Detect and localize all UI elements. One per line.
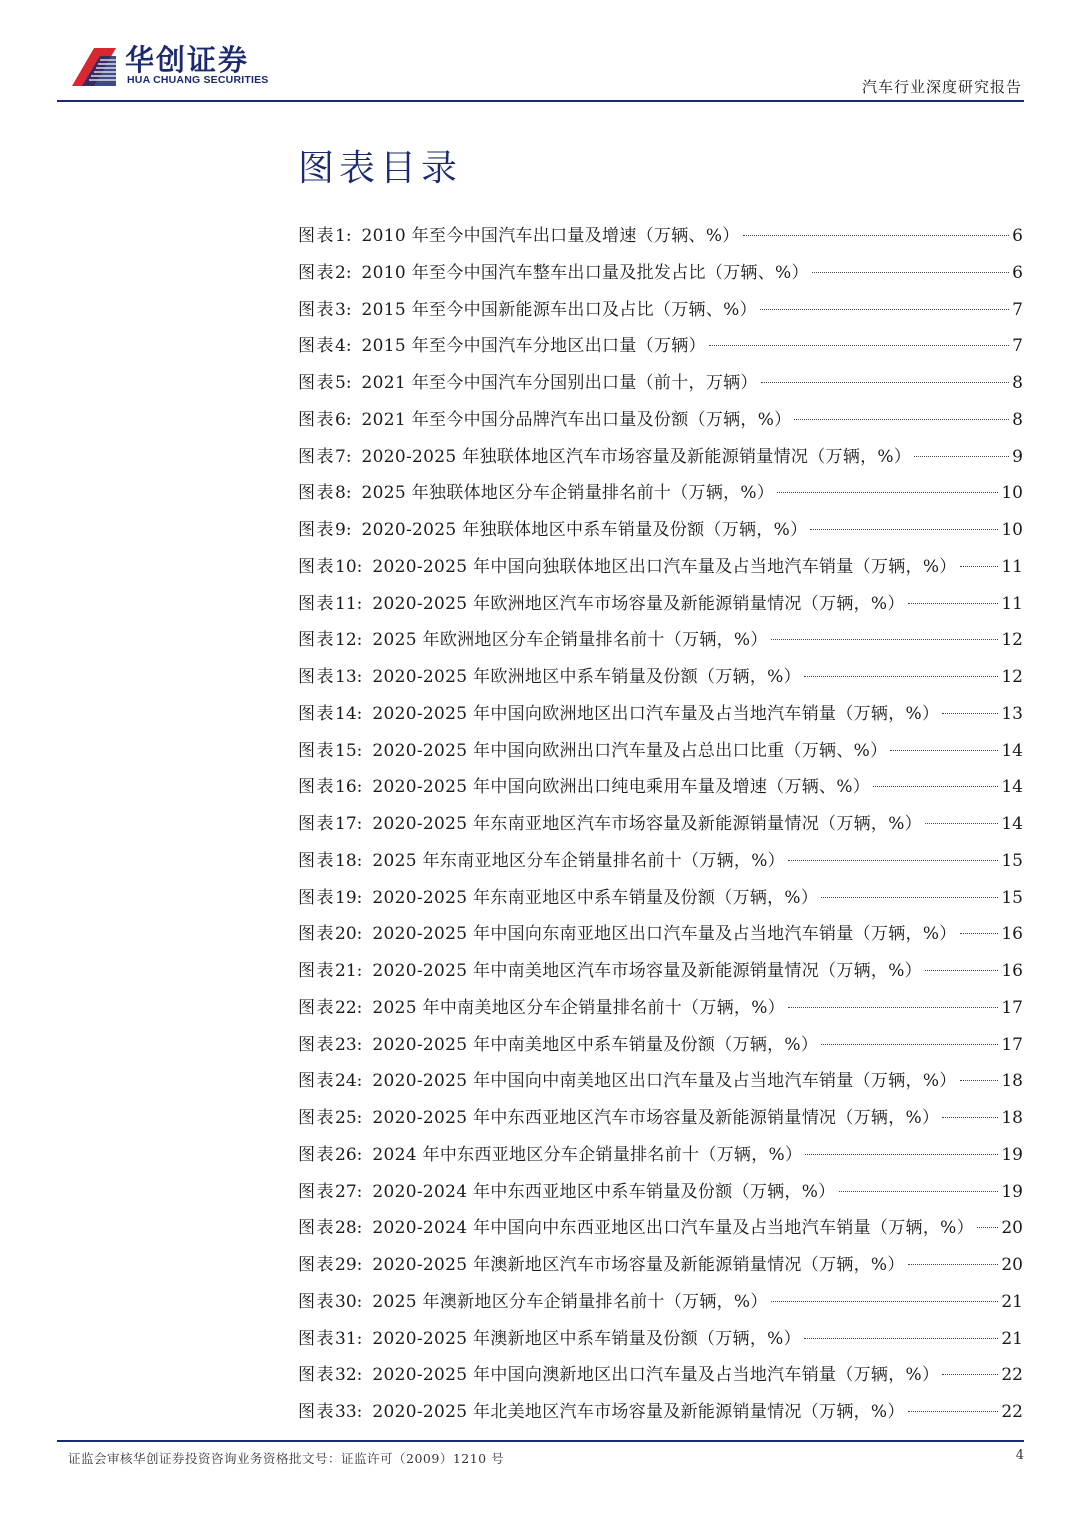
footer-license: 证监会审核华创证券投资咨询业务资格批文号：证监许可（2009）1210 号 (68, 1451, 505, 1466)
toc-dot-leader (908, 603, 999, 604)
toc-entry[interactable] (298, 1284, 1023, 1321)
toc-entry-title: 2025 年中南美地区分车企销量排名前十（万辆，%） (372, 997, 785, 1018)
toc-entry-number: 26: (335, 1144, 363, 1165)
toc-entry-title: 2020-2025 年中南美地区汽车市场容量及新能源销量情况（万辆，%） (372, 961, 922, 981)
toc-entry[interactable] (298, 475, 1023, 512)
toc-dot-leader (908, 1411, 999, 1412)
toc-entry[interactable] (298, 1394, 1023, 1431)
toc-entry-title: 2020-2025 年北美地区汽车市场容量及新能源销量情况（万辆，%） (372, 1402, 905, 1422)
toc-entry-title: 2025 年东南亚地区分车企销量排名前十（万辆，%） (372, 850, 785, 871)
toc-dot-leader (771, 1301, 999, 1302)
toc-entry-number: 25: (335, 1108, 363, 1128)
toc-entry[interactable] (298, 328, 1023, 365)
toc-entry[interactable] (298, 512, 1023, 549)
toc-entry-page: 13 (1001, 703, 1023, 724)
toc-dot-leader (960, 1080, 999, 1081)
toc-entry-page: 19 (1001, 1144, 1023, 1165)
toc-entry-page: 15 (1001, 887, 1023, 908)
toc-entry-number: 31: (335, 1328, 363, 1349)
toc-entry-number: 8: (335, 483, 352, 504)
toc-dot-leader (942, 1117, 998, 1118)
toc-dot-leader (771, 639, 999, 640)
toc-entry-number: 16: (335, 777, 363, 798)
toc-entry[interactable] (298, 586, 1023, 623)
toc-dot-leader (908, 1264, 999, 1265)
toc-entry-page: 18 (1001, 1071, 1023, 1092)
toc-entry-title: 2024 年中东西亚地区分车企销量排名前十（万辆，%） (372, 1144, 803, 1165)
toc-dot-leader (804, 1338, 998, 1339)
toc-entry-page: 20 (1001, 1218, 1023, 1239)
toc-entry-title: 2015 年至今中国新能源车出口及占比（万辆、%） (361, 299, 757, 320)
toc-dot-leader (960, 933, 999, 934)
toc-entry[interactable] (298, 218, 1023, 255)
toc-entry-number: 13: (335, 667, 363, 687)
toc-entry-page: 15 (1001, 850, 1023, 871)
toc-entry-number: 2: (335, 262, 352, 283)
toc-entry-number: 20: (335, 924, 363, 945)
toc-entry-prefix: 图表 (298, 740, 335, 761)
toc-entry-title: 2025 年澳新地区分车企销量排名前十（万辆，%） (372, 1291, 768, 1312)
toc-entry[interactable] (298, 255, 1023, 292)
toc-entry-page: 21 (1001, 1291, 1023, 1312)
toc-entry-prefix: 图表 (298, 1255, 335, 1275)
toc-dot-leader (761, 382, 1009, 383)
toc-entry-prefix: 图表 (298, 924, 335, 945)
toc-entry-page: 14 (1001, 740, 1023, 761)
toc-entry-number: 4: (335, 336, 352, 357)
toc-entry-title: 2025 年欧洲地区分车企销量排名前十（万辆，%） (372, 630, 768, 651)
toc-entry[interactable] (298, 292, 1023, 329)
toc-entry-number: 3: (335, 299, 352, 320)
toc-entry-title: 2020-2025 年东南亚地区汽车市场容量及新能源销量情况（万辆，%） (372, 814, 922, 834)
toc-entry-page: 11 (1001, 593, 1023, 614)
toc-entry-prefix: 图表 (298, 887, 335, 908)
toc-entry-prefix: 图表 (298, 1328, 335, 1349)
toc-entry-number: 14: (335, 703, 363, 724)
toc-entry[interactable] (298, 1210, 1023, 1247)
toc-dot-leader (760, 309, 1009, 310)
toc-entry-page: 8 (1012, 409, 1023, 430)
company-logo (70, 38, 300, 90)
toc-entry-title: 2015 年至今中国汽车分地区出口量（万辆） (361, 336, 706, 357)
toc-entry-prefix: 图表 (298, 997, 335, 1018)
toc-dot-leader (925, 823, 998, 824)
toc-entry-prefix: 图表 (298, 1108, 335, 1128)
toc-entry-prefix: 图表 (298, 1144, 335, 1165)
toc-dot-leader (942, 1374, 998, 1375)
toc-entry-page: 16 (1001, 924, 1023, 945)
toc-entry-page: 18 (1001, 1108, 1023, 1128)
toc-entry-page: 7 (1012, 299, 1023, 320)
toc-entry-prefix: 图表 (298, 850, 335, 871)
toc-entry-number: 33: (335, 1402, 363, 1422)
toc-entry-title: 2020-2025 年澳新地区中系车销量及份额（万辆，%） (372, 1328, 801, 1349)
toc-entry[interactable] (298, 365, 1023, 402)
toc-entry-number: 10: (335, 556, 363, 577)
toc-entry-title: 2010 年至今中国汽车出口量及增速（万辆、%） (361, 226, 740, 246)
toc-entry-number: 9: (335, 520, 352, 540)
toc-entry[interactable] (298, 659, 1023, 696)
toc-entry-title: 2025 年独联体地区分车企销量排名前十（万辆，%） (361, 483, 775, 504)
toc-entry-number: 6: (335, 409, 352, 430)
toc-entry-page: 22 (1001, 1365, 1023, 1386)
toc-entry-page: 7 (1012, 336, 1023, 357)
toc-entry[interactable] (298, 843, 1023, 880)
toc-entry-title: 2021 年至今中国汽车分国别出口量（前十，万辆） (361, 373, 758, 393)
toc-dot-leader (873, 786, 998, 787)
toc-entry-title: 2010 年至今中国汽车整车出口量及批发占比（万辆、%） (361, 262, 809, 283)
logo-text-en: HUA CHUANG SECURITIES (127, 74, 269, 86)
toc-entry-title: 2020-2025 年中国向欧洲出口纯电乘用车量及增速（万辆、%） (372, 777, 871, 798)
toc-entry-number: 21: (335, 961, 363, 981)
toc-entry-page: 6 (1012, 226, 1023, 246)
toc-entry-title: 2020-2025 年欧洲地区中系车销量及份额（万辆，%） (372, 667, 801, 687)
toc-entry-title: 2020-2025 年中国向中南美地区出口汽车量及占当地汽车销量（万辆，%） (372, 1071, 957, 1092)
toc-entry-title: 2020-2025 年中国向澳新地区出口汽车量及占当地汽车销量（万辆，%） (372, 1365, 940, 1386)
toc-entry-prefix: 图表 (298, 593, 335, 614)
toc-entry-prefix: 图表 (298, 1291, 335, 1312)
toc-entry-page: 21 (1001, 1328, 1023, 1349)
header-divider (57, 100, 1024, 102)
toc-entry[interactable] (298, 1321, 1023, 1358)
toc-entry-prefix: 图表 (298, 777, 335, 798)
toc-entry-prefix: 图表 (298, 814, 335, 834)
page-number: 4 (1015, 1448, 1024, 1463)
page-header (0, 0, 1080, 104)
toc-dot-leader (821, 1044, 998, 1045)
toc-entry-number: 7: (335, 446, 352, 467)
footer-divider (57, 1440, 1024, 1442)
toc-entry-title: 2020-2025 年独联体地区汽车市场容量及新能源销量情况（万辆，%） (361, 446, 912, 467)
toc-entry-number: 24: (335, 1071, 363, 1092)
toc-entry[interactable] (298, 1027, 1023, 1064)
toc-entry-title: 2020-2024 年中东西亚地区中系车销量及份额（万辆，%） (372, 1181, 836, 1202)
toc-entry[interactable] (298, 990, 1023, 1027)
toc-entry-prefix: 图表 (298, 667, 335, 687)
toc-entry-title: 2020-2025 年中国向欧洲地区出口汽车量及占当地汽车销量（万辆，%） (372, 703, 940, 724)
toc-entry-page: 14 (1001, 814, 1023, 834)
toc-entry-number: 23: (335, 1034, 363, 1055)
toc-entry-prefix: 图表 (298, 409, 335, 430)
toc-entry-title: 2020-2025 年欧洲地区汽车市场容量及新能源销量情况（万辆，%） (372, 593, 905, 614)
toc-entry-prefix: 图表 (298, 336, 335, 357)
toc-entry-page: 8 (1012, 373, 1023, 393)
toc-entry[interactable] (298, 953, 1023, 990)
toc-dot-leader (805, 1154, 998, 1155)
toc-dot-leader (839, 1191, 999, 1192)
toc-entry[interactable] (298, 1174, 1023, 1211)
toc-entry-number: 22: (335, 997, 363, 1018)
page-title: 图表目录 (298, 148, 463, 189)
toc-entry-prefix: 图表 (298, 1034, 335, 1055)
toc-entry-prefix: 图表 (298, 1365, 335, 1386)
toc-entry-number: 27: (335, 1181, 363, 1202)
toc-entry-prefix: 图表 (298, 961, 335, 981)
toc-entry-prefix: 图表 (298, 262, 335, 283)
toc-entry-page: 19 (1001, 1181, 1023, 1202)
toc-dot-leader (804, 676, 998, 677)
toc-entry[interactable] (298, 549, 1023, 586)
toc-entry-number: 32: (335, 1365, 363, 1386)
toc-entry-page: 14 (1001, 777, 1023, 798)
toc-entry-title: 2020-2025 年中国向东南亚地区出口汽车量及占当地汽车销量（万辆，%） (372, 924, 957, 945)
toc-entry[interactable] (298, 806, 1023, 843)
toc-entry-page: 9 (1012, 446, 1023, 467)
toc-entry-page: 12 (1001, 630, 1023, 651)
toc-entry-title: 2020-2025 年中国向独联体地区出口汽车量及占当地汽车销量（万辆，%） (372, 556, 957, 577)
toc-entry-page: 11 (1001, 556, 1023, 577)
toc-entry-title: 2020-2025 年东南亚地区中系车销量及份额（万辆，%） (372, 887, 819, 908)
toc-entry-prefix: 图表 (298, 520, 335, 540)
toc-entry-title: 2020-2025 年中国向欧洲出口汽车量及占总出口比重（万辆、%） (372, 740, 888, 761)
toc-entry-number: 5: (335, 373, 352, 393)
logo-mark-icon (70, 38, 120, 88)
toc-entry[interactable] (298, 1063, 1023, 1100)
toc-entry-prefix: 图表 (298, 1402, 335, 1422)
table-of-figures (298, 218, 1023, 1431)
toc-dot-leader (709, 345, 1009, 346)
toc-dot-leader (960, 566, 999, 567)
toc-entry-page: 20 (1001, 1255, 1023, 1275)
toc-dot-leader (890, 750, 998, 751)
toc-entry-page: 16 (1001, 961, 1023, 981)
toc-entry[interactable] (298, 1100, 1023, 1137)
toc-dot-leader (743, 235, 1010, 236)
toc-entry[interactable] (298, 1247, 1023, 1284)
toc-entry[interactable] (298, 402, 1023, 439)
toc-entry[interactable] (298, 622, 1023, 659)
toc-entry-prefix: 图表 (298, 446, 335, 467)
toc-entry-title: 2020-2024 年中国向中东西亚地区出口汽车量及占当地汽车销量（万辆，%） (372, 1218, 974, 1239)
toc-entry-number: 12: (335, 630, 363, 651)
toc-entry[interactable] (298, 1357, 1023, 1394)
toc-entry[interactable] (298, 733, 1023, 770)
toc-entry-number: 18: (335, 850, 363, 871)
toc-entry-number: 17: (335, 814, 363, 834)
toc-entry-prefix: 图表 (298, 299, 335, 320)
toc-entry-prefix: 图表 (298, 630, 335, 651)
toc-entry-number: 11: (335, 593, 363, 614)
toc-entry[interactable] (298, 439, 1023, 476)
toc-entry-prefix: 图表 (298, 1181, 335, 1202)
toc-entry-page: 17 (1001, 997, 1023, 1018)
toc-entry-number: 1: (335, 226, 352, 246)
toc-dot-leader (812, 272, 1009, 273)
toc-entry-prefix: 图表 (298, 373, 335, 393)
toc-dot-leader (925, 970, 998, 971)
toc-entry-title: 2021 年至今中国分品牌汽车出口量及份额（万辆，%） (361, 409, 792, 430)
toc-entry-prefix: 图表 (298, 1218, 335, 1239)
toc-entry-number: 30: (335, 1291, 363, 1312)
toc-entry[interactable] (298, 916, 1023, 953)
toc-dot-leader (810, 529, 998, 530)
toc-entry-title: 2020-2025 年中南美地区中系车销量及份额（万辆，%） (372, 1034, 819, 1055)
toc-entry-title: 2020-2025 年独联体地区中系车销量及份额（万辆，%） (361, 520, 808, 540)
toc-entry-number: 28: (335, 1218, 363, 1239)
toc-dot-leader (788, 860, 998, 861)
toc-entry-page: 22 (1001, 1402, 1023, 1422)
toc-dot-leader (914, 456, 1009, 457)
toc-dot-leader (777, 492, 998, 493)
toc-entry-page: 12 (1001, 667, 1023, 687)
toc-entry-number: 19: (335, 887, 363, 908)
toc-entry-page: 10 (1001, 520, 1023, 540)
toc-entry-title: 2020-2025 年中东西亚地区汽车市场容量及新能源销量情况（万辆，%） (372, 1108, 940, 1128)
toc-entry[interactable] (298, 769, 1023, 806)
toc-entry-title: 2020-2025 年澳新地区汽车市场容量及新能源销量情况（万辆，%） (372, 1255, 905, 1275)
toc-dot-leader (794, 419, 1009, 420)
toc-entry-prefix: 图表 (298, 226, 335, 246)
toc-dot-leader (977, 1227, 998, 1228)
toc-dot-leader (821, 897, 998, 898)
toc-entry-prefix: 图表 (298, 703, 335, 724)
toc-entry-number: 15: (335, 740, 363, 761)
logo-text-cn: 华创证券 (125, 43, 250, 77)
toc-entry-prefix: 图表 (298, 556, 335, 577)
toc-entry-page: 10 (1001, 483, 1023, 504)
toc-entry-page: 17 (1001, 1034, 1023, 1055)
toc-entry-number: 29: (335, 1255, 363, 1275)
toc-entry[interactable] (298, 880, 1023, 917)
toc-entry-prefix: 图表 (298, 483, 335, 504)
toc-entry[interactable] (298, 1137, 1023, 1174)
report-type: 汽车行业深度研究报告 (861, 78, 1022, 96)
toc-dot-leader (942, 713, 998, 714)
toc-entry-prefix: 图表 (298, 1071, 335, 1092)
toc-entry-page: 6 (1012, 262, 1023, 283)
toc-dot-leader (788, 1007, 998, 1008)
toc-entry[interactable] (298, 696, 1023, 733)
